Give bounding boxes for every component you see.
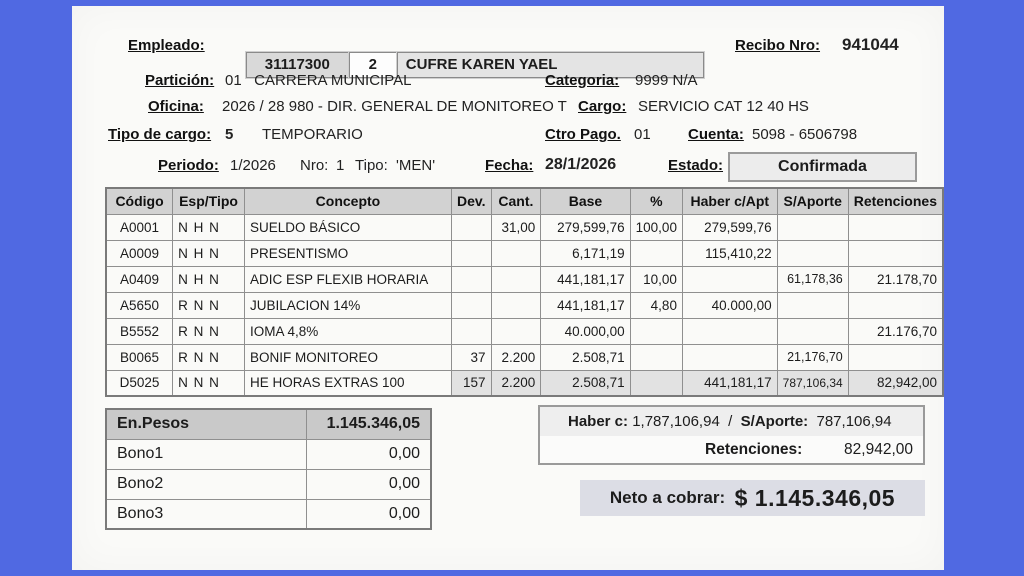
cell-pct: 10,00 xyxy=(630,266,682,292)
payslip-document xyxy=(72,6,944,570)
bono1-row xyxy=(106,439,431,469)
bono2-row xyxy=(106,469,431,499)
col-pct: % xyxy=(630,188,682,214)
periodo-label: Periodo: xyxy=(158,157,219,174)
cell-pct xyxy=(630,344,682,370)
tipo-cargo-label: Tipo de cargo: xyxy=(108,126,212,143)
cell-cant xyxy=(491,240,541,266)
cell-codigo: D5025 xyxy=(106,370,173,396)
cell-codigo: A0001 xyxy=(106,214,173,240)
col-cant: Cant. xyxy=(491,188,541,214)
haber-saporte-line xyxy=(540,407,923,436)
cell-haber xyxy=(682,344,777,370)
haber-value: 1,787,106,94 xyxy=(632,413,720,430)
retenciones-label: Retenciones: xyxy=(705,440,803,458)
pesos-summary-table xyxy=(105,408,432,530)
table-row xyxy=(106,370,943,396)
estado-value-box: Confirmada xyxy=(728,152,917,182)
empleado-name-box: CUFRE KAREN YAEL xyxy=(397,52,704,78)
slash-separator: / xyxy=(728,413,733,430)
cargo-label: Cargo: xyxy=(578,98,627,115)
cell-pct xyxy=(630,370,682,396)
cell-saporte: 21,176,70 xyxy=(777,344,848,370)
table-header-row xyxy=(106,188,943,214)
cell-cant xyxy=(491,266,541,292)
cell-esp-tipo: N H N xyxy=(173,266,245,292)
fecha-value: 28/1/2026 xyxy=(545,156,617,173)
cell-base: 441,181,17 xyxy=(541,292,630,318)
cell-base: 2.508,71 xyxy=(541,370,630,396)
cell-saporte: 61,178,36 xyxy=(777,266,848,292)
cell-retenciones xyxy=(848,292,943,318)
cell-concepto: SUELDO BÁSICO xyxy=(244,214,451,240)
tipo-value: 'MEN' xyxy=(396,157,436,174)
cell-pct: 100,00 xyxy=(630,214,682,240)
cell-saporte: 787,106,34 xyxy=(777,370,848,396)
cell-esp-tipo: N H N xyxy=(173,240,245,266)
categoria-label: Categoria: xyxy=(545,72,620,89)
en-pesos-value: 1.145.346,05 xyxy=(306,409,431,439)
cell-concepto: BONIF MONITOREO xyxy=(244,344,451,370)
cell-codigo: B0065 xyxy=(106,344,173,370)
table-row xyxy=(106,240,943,266)
retenciones-line xyxy=(540,436,923,463)
cell-dev: 157 xyxy=(451,370,491,396)
cell-codigo: A0009 xyxy=(106,240,173,266)
cell-saporte xyxy=(777,240,848,266)
cell-dev xyxy=(451,240,491,266)
empleado-label: Empleado: xyxy=(128,37,205,54)
cell-dev xyxy=(451,318,491,344)
bono1-label: Bono1 xyxy=(106,439,306,469)
cell-cant xyxy=(491,292,541,318)
cell-haber xyxy=(682,266,777,292)
tipo-cargo-value: TEMPORARIO xyxy=(262,126,363,143)
nro-value: 1 xyxy=(336,157,345,174)
estado-label: Estado: xyxy=(668,157,724,174)
col-base: Base xyxy=(541,188,630,214)
cell-codigo: A0409 xyxy=(106,266,173,292)
cell-retenciones xyxy=(848,240,943,266)
bono3-row xyxy=(106,499,431,529)
col-codigo: Código xyxy=(106,188,173,214)
bono3-label: Bono3 xyxy=(106,499,306,529)
cell-pct xyxy=(630,240,682,266)
empleado-sub-box: 2 xyxy=(349,52,397,78)
nro-label: Nro: xyxy=(300,157,329,174)
cell-esp-tipo: R N N xyxy=(173,344,245,370)
cuenta-label: Cuenta: xyxy=(688,126,744,143)
retenciones-value: 82,942,00 xyxy=(844,440,913,458)
cell-dev xyxy=(451,214,491,240)
bono2-value: 0,00 xyxy=(306,469,431,499)
col-retenciones: Retenciones xyxy=(848,188,943,214)
neto-label: Neto a cobrar: xyxy=(609,488,726,507)
bono3-value: 0,00 xyxy=(306,499,431,529)
cell-saporte xyxy=(777,214,848,240)
cell-concepto: PRESENTISMO xyxy=(244,240,451,266)
table-row xyxy=(106,214,943,240)
oficina-value: 2026 / 28 980 - DIR. GENERAL DE MONITOREO T xyxy=(222,98,567,115)
cell-esp-tipo: R N N xyxy=(173,292,245,318)
cell-base: 279,599,76 xyxy=(541,214,630,240)
particion-value: 01 CARRERA MUNICIPAL xyxy=(225,72,412,89)
cell-concepto: ADIC ESP FLEXIB HORARIA xyxy=(244,266,451,292)
en-pesos-label: En.Pesos xyxy=(106,409,306,439)
tipo-cargo-num: 5 xyxy=(225,126,234,143)
oficina-label: Oficina: xyxy=(148,98,204,115)
cell-cant: 2.200 xyxy=(491,370,541,396)
ctro-pago-label: Ctro Pago. xyxy=(545,126,621,143)
cell-retenciones xyxy=(848,344,943,370)
col-concepto: Concepto xyxy=(244,188,451,214)
recibo-nro-value: 941044 xyxy=(842,35,899,54)
neto-a-cobrar xyxy=(580,480,925,516)
cell-cant: 31,00 xyxy=(491,214,541,240)
cell-base: 6,171,19 xyxy=(541,240,630,266)
cell-base: 40.000,00 xyxy=(541,318,630,344)
saporte-label: S/Aporte: xyxy=(740,413,809,430)
col-esp-tipo: Esp/Tipo xyxy=(173,188,245,214)
recibo-nro-label: Recibo Nro: xyxy=(735,37,821,54)
cell-cant: 2.200 xyxy=(491,344,541,370)
cell-base: 2.508,71 xyxy=(541,344,630,370)
cell-esp-tipo: R N N xyxy=(173,318,245,344)
cell-dev: 37 xyxy=(451,344,491,370)
empleado-id-box: 31117300 xyxy=(246,52,349,78)
cell-retenciones: 21.176,70 xyxy=(848,318,943,344)
cell-dev xyxy=(451,266,491,292)
table-row xyxy=(106,344,943,370)
col-saporte: S/Aporte xyxy=(777,188,848,214)
cell-codigo: B5552 xyxy=(106,318,173,344)
saporte-value: 787,106,94 xyxy=(816,413,892,430)
cell-concepto: JUBILACION 14% xyxy=(244,292,451,318)
fecha-label: Fecha: xyxy=(485,157,534,174)
cell-pct xyxy=(630,318,682,344)
cell-pct: 4,80 xyxy=(630,292,682,318)
cell-haber xyxy=(682,318,777,344)
cell-concepto: HE HORAS EXTRAS 100 xyxy=(244,370,451,396)
table-row xyxy=(106,266,943,292)
cell-haber: 40.000,00 xyxy=(682,292,777,318)
neto-value: $ 1.145.346,05 xyxy=(734,484,896,511)
cell-retenciones xyxy=(848,214,943,240)
cell-saporte xyxy=(777,318,848,344)
tipo-label: Tipo: xyxy=(355,157,388,174)
periodo-value: 1/2026 xyxy=(230,157,276,174)
cell-retenciones: 21.178,70 xyxy=(848,266,943,292)
ctro-pago-value: 01 xyxy=(634,126,651,143)
cell-haber: 279,599,76 xyxy=(682,214,777,240)
bono2-label: Bono2 xyxy=(106,469,306,499)
totals-box xyxy=(538,405,925,465)
cell-concepto: IOMA 4,8% xyxy=(244,318,451,344)
concepts-table xyxy=(105,187,944,397)
cell-haber: 441,181,17 xyxy=(682,370,777,396)
bono1-value: 0,00 xyxy=(306,439,431,469)
cell-retenciones: 82,942,00 xyxy=(848,370,943,396)
categoria-value: 9999 N/A xyxy=(635,72,698,89)
haber-label: Haber c: xyxy=(568,413,629,430)
en-pesos-row xyxy=(106,409,431,439)
col-haber: Haber c/Apt xyxy=(682,188,777,214)
cell-cant xyxy=(491,318,541,344)
cell-haber: 115,410,22 xyxy=(682,240,777,266)
cell-base: 441,181,17 xyxy=(541,266,630,292)
table-row xyxy=(106,318,943,344)
cell-esp-tipo: N N N xyxy=(173,370,245,396)
cuenta-value: 5098 - 6506798 xyxy=(752,126,858,143)
table-row xyxy=(106,292,943,318)
cargo-value: SERVICIO CAT 12 40 HS xyxy=(638,98,809,115)
cell-codigo: A5650 xyxy=(106,292,173,318)
col-dev: Dev. xyxy=(451,188,491,214)
cell-saporte xyxy=(777,292,848,318)
cell-dev xyxy=(451,292,491,318)
particion-label: Partición: xyxy=(145,72,215,89)
cell-esp-tipo: N H N xyxy=(173,214,245,240)
